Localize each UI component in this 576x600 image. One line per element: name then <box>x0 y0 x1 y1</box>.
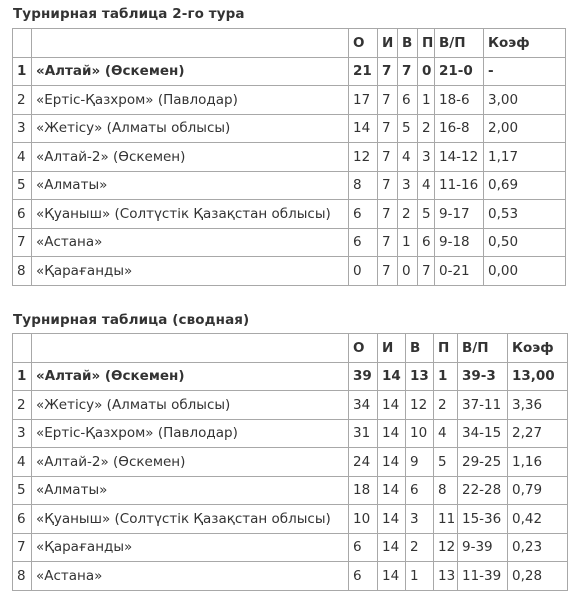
summary-standings-table <box>12 333 568 591</box>
cell-coef: - <box>484 57 566 86</box>
table-row <box>13 505 568 534</box>
table-row <box>13 419 568 448</box>
cell-coef: 13,00 <box>508 362 568 391</box>
cell-place: 4 <box>13 143 32 172</box>
cell-team: «Ертіс-Қазхром» (Павлодар) <box>32 419 349 448</box>
table-row <box>13 171 566 200</box>
cell-coef: 0,00 <box>484 257 566 286</box>
cell-points: 24 <box>349 448 378 477</box>
cell-wins: 1 <box>398 228 418 257</box>
header-coef: Коэф <box>484 29 566 58</box>
cell-place: 5 <box>13 476 32 505</box>
cell-losses: 12 <box>434 533 458 562</box>
cell-team: «Астана» <box>32 562 349 591</box>
table-row <box>13 391 568 420</box>
cell-coef: 0,69 <box>484 171 566 200</box>
cell-coef: 0,53 <box>484 200 566 229</box>
header-losses: П <box>418 29 435 58</box>
cell-team: «Жетісу» (Алматы облысы) <box>32 114 349 143</box>
cell-wins: 6 <box>398 86 418 115</box>
header-place <box>13 334 32 363</box>
cell-wins: 6 <box>406 476 434 505</box>
cell-place: 1 <box>13 362 32 391</box>
cell-losses: 1 <box>434 362 458 391</box>
cell-wins: 12 <box>406 391 434 420</box>
cell-games: 7 <box>378 257 398 286</box>
cell-points: 31 <box>349 419 378 448</box>
cell-losses: 4 <box>418 171 435 200</box>
cell-points: 17 <box>349 86 378 115</box>
cell-wins: 2 <box>406 533 434 562</box>
cell-wins: 3 <box>398 171 418 200</box>
table-row <box>13 143 566 172</box>
cell-place: 6 <box>13 505 32 534</box>
cell-place: 3 <box>13 114 32 143</box>
header-goals: В/П <box>458 334 508 363</box>
cell-losses: 11 <box>434 505 458 534</box>
cell-games: 7 <box>378 143 398 172</box>
cell-goals: 0-21 <box>435 257 484 286</box>
cell-place: 6 <box>13 200 32 229</box>
cell-team: «Қуаныш» (Солтүстік Қазақстан облысы) <box>32 200 349 229</box>
cell-goals: 11-16 <box>435 171 484 200</box>
cell-goals: 9-18 <box>435 228 484 257</box>
cell-points: 21 <box>349 57 378 86</box>
cell-team: «Алтай» (Өскемен) <box>32 362 349 391</box>
cell-coef: 0,42 <box>508 505 568 534</box>
cell-losses: 7 <box>418 257 435 286</box>
cell-games: 7 <box>378 86 398 115</box>
cell-place: 8 <box>13 257 32 286</box>
cell-points: 18 <box>349 476 378 505</box>
cell-goals: 11-39 <box>458 562 508 591</box>
cell-wins: 13 <box>406 362 434 391</box>
header-losses: П <box>434 334 458 363</box>
cell-games: 14 <box>378 391 406 420</box>
cell-team: «Қарағанды» <box>32 533 349 562</box>
cell-wins: 10 <box>406 419 434 448</box>
cell-wins: 7 <box>398 57 418 86</box>
cell-games: 14 <box>378 533 406 562</box>
table-row <box>13 200 566 229</box>
cell-losses: 8 <box>434 476 458 505</box>
cell-coef: 3,00 <box>484 86 566 115</box>
cell-team: «Қуаныш» (Солтүстік Қазақстан облысы) <box>32 505 349 534</box>
cell-wins: 0 <box>398 257 418 286</box>
cell-losses: 3 <box>418 143 435 172</box>
cell-games: 7 <box>378 114 398 143</box>
cell-wins: 5 <box>398 114 418 143</box>
cell-points: 6 <box>349 533 378 562</box>
cell-coef: 0,23 <box>508 533 568 562</box>
cell-wins: 3 <box>406 505 434 534</box>
cell-coef: 0,50 <box>484 228 566 257</box>
cell-points: 12 <box>349 143 378 172</box>
header-place <box>13 29 32 58</box>
cell-points: 6 <box>349 228 378 257</box>
cell-coef: 2,00 <box>484 114 566 143</box>
cell-losses: 2 <box>434 391 458 420</box>
cell-goals: 39-3 <box>458 362 508 391</box>
cell-team: «Алматы» <box>32 476 349 505</box>
cell-coef: 0,79 <box>508 476 568 505</box>
cell-team: «Астана» <box>32 228 349 257</box>
cell-place: 5 <box>13 171 32 200</box>
cell-games: 14 <box>378 476 406 505</box>
cell-points: 6 <box>349 562 378 591</box>
header-points: О <box>349 29 378 58</box>
cell-place: 2 <box>13 391 32 420</box>
cell-goals: 37-11 <box>458 391 508 420</box>
cell-coef: 3,36 <box>508 391 568 420</box>
header-coef: Коэф <box>508 334 568 363</box>
cell-team: «Алтай-2» (Өскемен) <box>32 143 349 172</box>
table-row <box>13 86 566 115</box>
table-row <box>13 476 568 505</box>
cell-points: 10 <box>349 505 378 534</box>
cell-team: «Қарағанды» <box>32 257 349 286</box>
cell-points: 34 <box>349 391 378 420</box>
table-row <box>13 228 566 257</box>
cell-goals: 15-36 <box>458 505 508 534</box>
cell-games: 7 <box>378 200 398 229</box>
cell-wins: 4 <box>398 143 418 172</box>
summary-header-row <box>13 334 568 363</box>
cell-goals: 29-25 <box>458 448 508 477</box>
cell-goals: 18-6 <box>435 86 484 115</box>
cell-wins: 1 <box>406 562 434 591</box>
header-team <box>32 334 349 363</box>
cell-losses: 4 <box>434 419 458 448</box>
header-games: И <box>378 29 398 58</box>
table-row <box>13 562 568 591</box>
cell-losses: 6 <box>418 228 435 257</box>
cell-points: 8 <box>349 171 378 200</box>
cell-coef: 0,28 <box>508 562 568 591</box>
cell-place: 8 <box>13 562 32 591</box>
cell-team: «Жетісу» (Алматы облысы) <box>32 391 349 420</box>
cell-points: 6 <box>349 200 378 229</box>
cell-place: 3 <box>13 419 32 448</box>
cell-points: 14 <box>349 114 378 143</box>
cell-wins: 9 <box>406 448 434 477</box>
cell-losses: 5 <box>418 200 435 229</box>
cell-team: «Алтай» (Өскемен) <box>32 57 349 86</box>
cell-losses: 0 <box>418 57 435 86</box>
header-games: И <box>378 334 406 363</box>
cell-goals: 22-28 <box>458 476 508 505</box>
cell-team: «Алматы» <box>32 171 349 200</box>
cell-place: 2 <box>13 86 32 115</box>
cell-points: 0 <box>349 257 378 286</box>
round2-standings-table <box>12 28 566 286</box>
header-team <box>32 29 349 58</box>
summary-table-title: Турнирная таблица (сводная) <box>13 312 250 328</box>
cell-goals: 21-0 <box>435 57 484 86</box>
table-row <box>13 362 568 391</box>
cell-goals: 16-8 <box>435 114 484 143</box>
cell-losses: 2 <box>418 114 435 143</box>
cell-place: 1 <box>13 57 32 86</box>
cell-goals: 14-12 <box>435 143 484 172</box>
cell-place: 7 <box>13 228 32 257</box>
table-row <box>13 448 568 477</box>
cell-place: 7 <box>13 533 32 562</box>
round2-header-row <box>13 29 566 58</box>
cell-goals: 9-17 <box>435 200 484 229</box>
table-row <box>13 57 566 86</box>
cell-team: «Ертіс-Қазхром» (Павлодар) <box>32 86 349 115</box>
cell-games: 14 <box>378 362 406 391</box>
cell-goals: 34-15 <box>458 419 508 448</box>
round2-table-title: Турнирная таблица 2-го тура <box>13 6 245 22</box>
cell-wins: 2 <box>398 200 418 229</box>
cell-games: 7 <box>378 171 398 200</box>
cell-coef: 1,16 <box>508 448 568 477</box>
cell-losses: 5 <box>434 448 458 477</box>
cell-games: 7 <box>378 228 398 257</box>
cell-place: 4 <box>13 448 32 477</box>
cell-losses: 13 <box>434 562 458 591</box>
cell-games: 14 <box>378 562 406 591</box>
cell-games: 14 <box>378 419 406 448</box>
table-row <box>13 257 566 286</box>
cell-points: 39 <box>349 362 378 391</box>
cell-games: 14 <box>378 448 406 477</box>
header-wins: В <box>398 29 418 58</box>
table-row <box>13 533 568 562</box>
cell-losses: 1 <box>418 86 435 115</box>
cell-coef: 1,17 <box>484 143 566 172</box>
cell-goals: 9-39 <box>458 533 508 562</box>
table-row <box>13 114 566 143</box>
header-points: О <box>349 334 378 363</box>
cell-games: 7 <box>378 57 398 86</box>
cell-games: 14 <box>378 505 406 534</box>
cell-coef: 2,27 <box>508 419 568 448</box>
header-goals: В/П <box>435 29 484 58</box>
header-wins: В <box>406 334 434 363</box>
cell-team: «Алтай-2» (Өскемен) <box>32 448 349 477</box>
